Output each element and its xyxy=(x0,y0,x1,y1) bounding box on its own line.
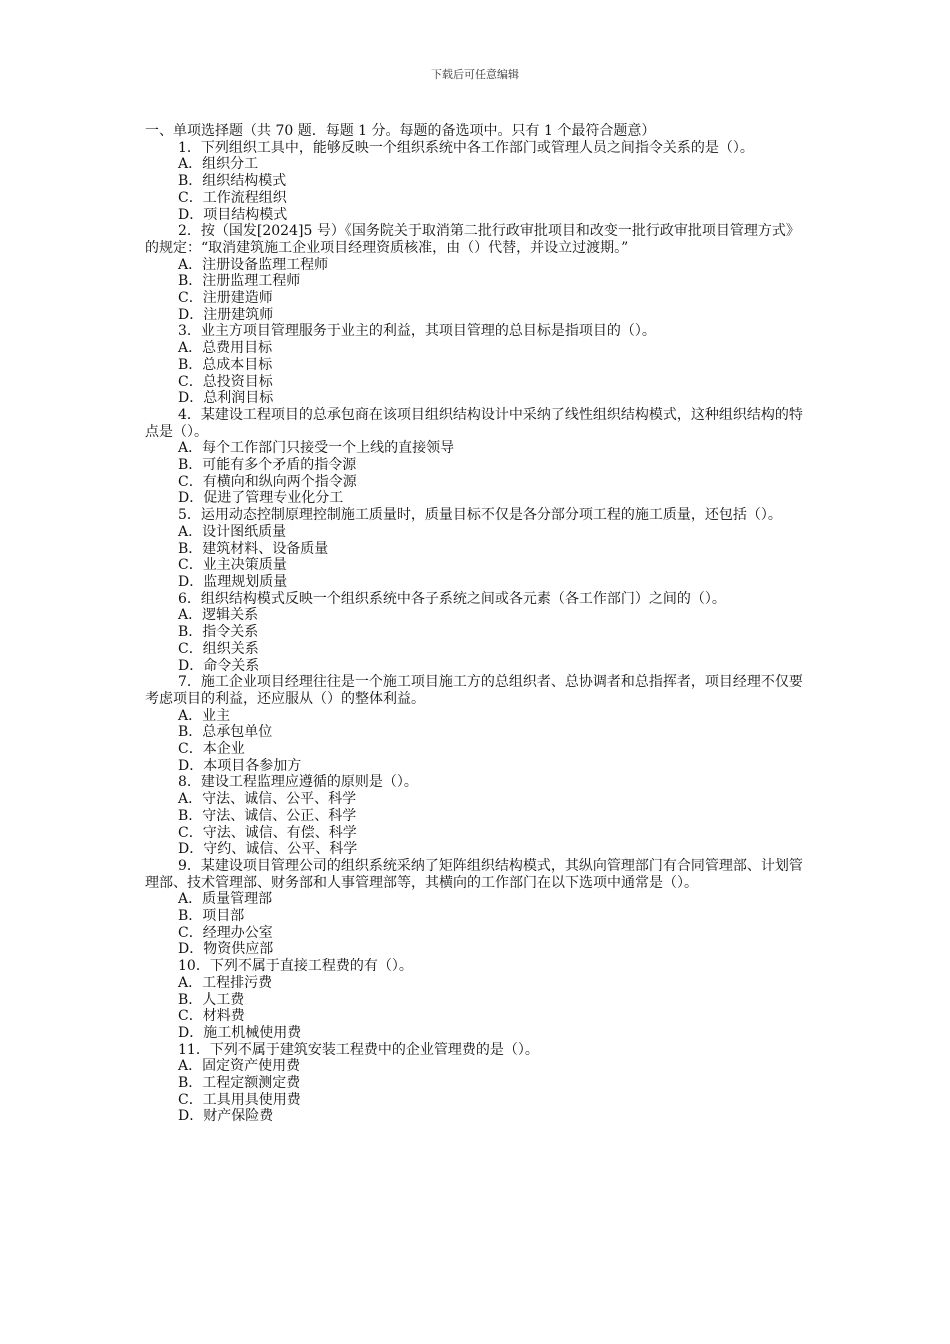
answer-option: D．命令关系 xyxy=(178,657,260,674)
answer-option: A．设计图纸质量 xyxy=(178,523,287,540)
answer-option: A．每个工作部门只接受一个上线的直接领导 xyxy=(178,440,455,457)
answer-option: A．固定资产使用费 xyxy=(178,1058,301,1075)
answer-option: D．财产保险费 xyxy=(178,1108,274,1125)
answer-option: C．组织关系 xyxy=(178,640,259,657)
question-block xyxy=(145,407,810,507)
question-stem: 5．运用动态控制原理控制施工质量时，质量目标不仅是各分部分项工程的施工质量，还包括（）。 xyxy=(178,507,782,524)
answer-option: D．监理规划质量 xyxy=(178,573,288,590)
answer-option: B．组织结构模式 xyxy=(178,173,287,190)
answer-option: A．质量管理部 xyxy=(178,891,273,908)
answer-option: A．业主 xyxy=(178,707,231,724)
exam-content xyxy=(145,123,810,1125)
question-stem: 6．组织结构模式反映一个组织系统中各子系统之间或各元素（各工作部门）之间的（）。 xyxy=(178,590,726,607)
question-block xyxy=(145,958,810,1042)
question-block xyxy=(145,223,810,323)
answer-option: C．业主决策质量 xyxy=(178,557,287,574)
answer-option: C．经理办公室 xyxy=(178,924,273,941)
section-title: 一、单项选择题（共 70 题．每题 1 分。每题的备选项中。只有 1 个最符合题意） xyxy=(145,123,656,139)
question-stem: 10．下列不属于直接工程费的有（）。 xyxy=(178,958,413,975)
answer-option: D．守约、诚信、公平、科学 xyxy=(178,841,358,858)
answer-option: B．建筑材料、设备质量 xyxy=(178,540,329,557)
question-block xyxy=(145,1042,810,1126)
answer-option: B．总成本目标 xyxy=(178,356,273,373)
question-block xyxy=(145,774,810,858)
question-stem: 1．下列组织工具中，能够反映一个组织系统中各工作部门或管理人员之间指令关系的是（）。 xyxy=(178,139,754,156)
question-stem: 2．按（国发[2024]5 号）《国务院关于取消第二批行政审批项目和改变一批行政审批项目管理方式》的规定：“取消建筑施工企业项目经理资质核准，由（）代替，并设立过渡期。” xyxy=(145,223,800,256)
answer-option: C．注册建造师 xyxy=(178,290,273,307)
question-list xyxy=(145,140,810,1125)
question-stem: 7．施工企业项目经理往往是一个施工项目施工方的总组织者、总协调者和总指挥者，项目经理不仅要考虑项目的利益，还应服从（）的整体利益。 xyxy=(145,674,803,707)
answer-option: A．总费用目标 xyxy=(178,340,273,357)
answer-option: D．物资供应部 xyxy=(178,941,274,958)
answer-option: B．指令关系 xyxy=(178,624,259,641)
question-block xyxy=(145,140,810,224)
question-stem: 3．业主方项目管理服务于业主的利益，其项目管理的总目标是指项目的（）。 xyxy=(178,323,656,340)
answer-option: B．可能有多个矛盾的指令源 xyxy=(178,457,357,474)
answer-option: B．工程定额测定费 xyxy=(178,1075,301,1092)
question-stem: 9．某建设项目管理公司的组织系统采纳了矩阵组织结构模式，其纵向管理部门有合同管理部、计划管理部、技术管理部、财务部和人事管理部等，其横向的工作部门在以下选项中通常是（）。 xyxy=(145,857,803,891)
answer-option: B．守法、诚信、公正、科学 xyxy=(178,807,357,824)
answer-option: A．注册设备监理工程师 xyxy=(178,256,329,273)
answer-option: C．本企业 xyxy=(178,741,245,758)
answer-option: C．总投资目标 xyxy=(178,373,273,390)
answer-option: A．逻辑关系 xyxy=(178,607,259,624)
answer-option: D．本项目各参加方 xyxy=(178,757,302,774)
answer-option: B．总承包单位 xyxy=(178,724,273,741)
question-block xyxy=(145,858,810,958)
question-stem: 8．建设工程监理应遵循的原则是（）。 xyxy=(178,774,418,791)
answer-option: A．工程排污费 xyxy=(178,974,273,991)
answer-option: D．促进了管理专业化分工 xyxy=(178,490,344,507)
answer-option: C．材料费 xyxy=(178,1008,245,1025)
answer-option: A．守法、诚信、公平、科学 xyxy=(178,791,357,808)
answer-option: B．人工费 xyxy=(178,991,245,1008)
answer-option: D．施工机械使用费 xyxy=(178,1024,302,1041)
question-block xyxy=(145,323,810,407)
question-block xyxy=(145,507,810,591)
answer-option: C．工作流程组织 xyxy=(178,189,287,206)
answer-option: C．守法、诚信、有偿、科学 xyxy=(178,824,357,841)
answer-option: B．项目部 xyxy=(178,908,245,925)
page-header: 下载后可任意编辑 xyxy=(431,68,519,81)
answer-option: B．注册监理工程师 xyxy=(178,273,301,290)
answer-option: C．工具用具使用费 xyxy=(178,1091,301,1108)
answer-option: D．项目结构模式 xyxy=(178,206,288,223)
question-stem: 4．某建设工程项目的总承包商在该项目组织结构设计中采纳了线性组织结构模式，这种组织结构的特点是（）。 xyxy=(145,406,803,440)
question-block xyxy=(145,591,810,675)
answer-option: A．组织分工 xyxy=(178,156,259,173)
answer-option: C．有横向和纵向两个指令源 xyxy=(178,473,357,490)
answer-option: D．注册建筑师 xyxy=(178,306,274,323)
question-block xyxy=(145,674,810,774)
answer-option: D．总利润目标 xyxy=(178,390,274,407)
question-stem: 11．下列不属于建筑安装工程费中的企业管理费的是（）。 xyxy=(178,1041,539,1058)
